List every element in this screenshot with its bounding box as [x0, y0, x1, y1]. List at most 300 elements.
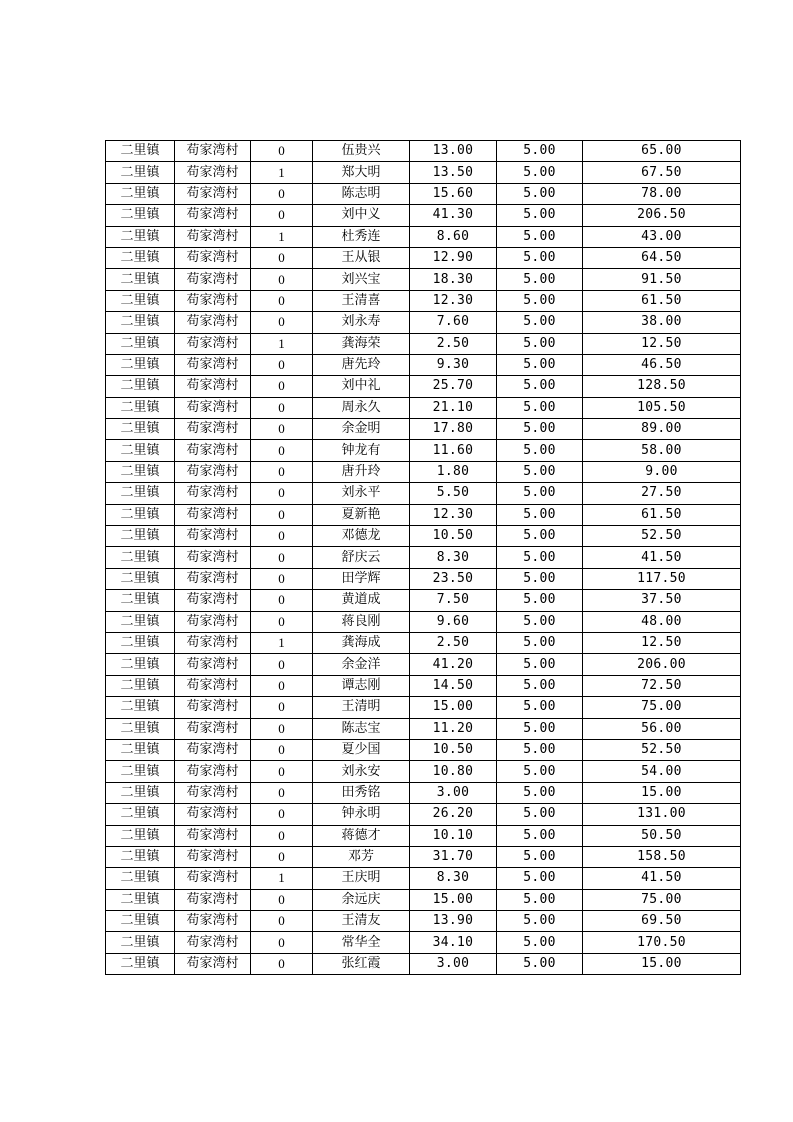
- amount-cell: 41.50: [583, 868, 741, 889]
- rate-cell: 5.00: [497, 461, 583, 482]
- name-cell: 陈志宝: [313, 718, 410, 739]
- table-row: [106, 825, 741, 846]
- rate-cell: 5.00: [497, 825, 583, 846]
- town-cell: 二里镇: [106, 247, 175, 268]
- table-row: [106, 632, 741, 653]
- amount-cell: 38.00: [583, 312, 741, 333]
- rate-cell: 5.00: [497, 269, 583, 290]
- area-cell: 7.50: [410, 590, 497, 611]
- area-cell: 13.90: [410, 911, 497, 932]
- area-cell: 31.70: [410, 846, 497, 867]
- name-cell: 杜秀连: [313, 226, 410, 247]
- area-cell: 12.90: [410, 247, 497, 268]
- table-row: [106, 718, 741, 739]
- flag-cell: 0: [251, 953, 313, 974]
- table-row: [106, 739, 741, 760]
- amount-cell: 15.00: [583, 782, 741, 803]
- village-cell: 苟家湾村: [175, 461, 251, 482]
- village-cell: 苟家湾村: [175, 953, 251, 974]
- village-cell: 苟家湾村: [175, 205, 251, 226]
- area-cell: 41.20: [410, 654, 497, 675]
- town-cell: 二里镇: [106, 718, 175, 739]
- name-cell: 邓芳: [313, 846, 410, 867]
- flag-cell: 0: [251, 889, 313, 910]
- amount-cell: 52.50: [583, 739, 741, 760]
- area-cell: 13.50: [410, 162, 497, 183]
- area-cell: 23.50: [410, 568, 497, 589]
- town-cell: 二里镇: [106, 632, 175, 653]
- table-row: [106, 568, 741, 589]
- amount-cell: 58.00: [583, 440, 741, 461]
- town-cell: 二里镇: [106, 333, 175, 354]
- rate-cell: 5.00: [497, 654, 583, 675]
- village-cell: 苟家湾村: [175, 868, 251, 889]
- town-cell: 二里镇: [106, 547, 175, 568]
- flag-cell: 0: [251, 141, 313, 162]
- town-cell: 二里镇: [106, 654, 175, 675]
- table-row: [106, 804, 741, 825]
- flag-cell: 0: [251, 269, 313, 290]
- area-cell: 11.20: [410, 718, 497, 739]
- table-row: [106, 547, 741, 568]
- name-cell: 刘永平: [313, 483, 410, 504]
- town-cell: 二里镇: [106, 611, 175, 632]
- amount-cell: 117.50: [583, 568, 741, 589]
- rate-cell: 5.00: [497, 290, 583, 311]
- name-cell: 夏新艳: [313, 504, 410, 525]
- rate-cell: 5.00: [497, 632, 583, 653]
- amount-cell: 64.50: [583, 247, 741, 268]
- rate-cell: 5.00: [497, 333, 583, 354]
- village-cell: 苟家湾村: [175, 675, 251, 696]
- flag-cell: 0: [251, 312, 313, 333]
- table-row: [106, 376, 741, 397]
- area-cell: 15.00: [410, 889, 497, 910]
- amount-cell: 54.00: [583, 761, 741, 782]
- town-cell: 二里镇: [106, 932, 175, 953]
- rate-cell: 5.00: [497, 419, 583, 440]
- flag-cell: 0: [251, 354, 313, 375]
- village-cell: 苟家湾村: [175, 825, 251, 846]
- table-row: [106, 269, 741, 290]
- area-cell: 10.10: [410, 825, 497, 846]
- amount-cell: 69.50: [583, 911, 741, 932]
- rate-cell: 5.00: [497, 526, 583, 547]
- amount-cell: 43.00: [583, 226, 741, 247]
- area-cell: 8.60: [410, 226, 497, 247]
- town-cell: 二里镇: [106, 354, 175, 375]
- village-cell: 苟家湾村: [175, 846, 251, 867]
- area-cell: 1.80: [410, 461, 497, 482]
- village-cell: 苟家湾村: [175, 354, 251, 375]
- village-cell: 苟家湾村: [175, 804, 251, 825]
- area-cell: 5.50: [410, 483, 497, 504]
- flag-cell: 0: [251, 675, 313, 696]
- rate-cell: 5.00: [497, 141, 583, 162]
- rate-cell: 5.00: [497, 568, 583, 589]
- flag-cell: 0: [251, 440, 313, 461]
- amount-cell: 75.00: [583, 889, 741, 910]
- table-row: [106, 205, 741, 226]
- town-cell: 二里镇: [106, 483, 175, 504]
- flag-cell: 0: [251, 397, 313, 418]
- name-cell: 夏少国: [313, 739, 410, 760]
- flag-cell: 0: [251, 590, 313, 611]
- table-row: [106, 761, 741, 782]
- amount-cell: 91.50: [583, 269, 741, 290]
- name-cell: 钟永明: [313, 804, 410, 825]
- rate-cell: 5.00: [497, 697, 583, 718]
- table-row: [106, 526, 741, 547]
- town-cell: 二里镇: [106, 953, 175, 974]
- town-cell: 二里镇: [106, 397, 175, 418]
- village-cell: 苟家湾村: [175, 632, 251, 653]
- flag-cell: 0: [251, 483, 313, 504]
- flag-cell: 0: [251, 761, 313, 782]
- village-cell: 苟家湾村: [175, 290, 251, 311]
- flag-cell: 0: [251, 718, 313, 739]
- village-cell: 苟家湾村: [175, 183, 251, 204]
- flag-cell: 1: [251, 632, 313, 653]
- rate-cell: 5.00: [497, 226, 583, 247]
- name-cell: 郑大明: [313, 162, 410, 183]
- table-row: [106, 590, 741, 611]
- flag-cell: 1: [251, 226, 313, 247]
- table-row: [106, 226, 741, 247]
- village-cell: 苟家湾村: [175, 483, 251, 504]
- table-row: [106, 932, 741, 953]
- town-cell: 二里镇: [106, 162, 175, 183]
- town-cell: 二里镇: [106, 739, 175, 760]
- rate-cell: 5.00: [497, 953, 583, 974]
- village-cell: 苟家湾村: [175, 376, 251, 397]
- flag-cell: 0: [251, 419, 313, 440]
- table-row: [106, 419, 741, 440]
- flag-cell: 0: [251, 611, 313, 632]
- town-cell: 二里镇: [106, 825, 175, 846]
- rate-cell: 5.00: [497, 911, 583, 932]
- amount-cell: 75.00: [583, 697, 741, 718]
- table-row: [106, 675, 741, 696]
- table-row: [106, 354, 741, 375]
- village-cell: 苟家湾村: [175, 504, 251, 525]
- town-cell: 二里镇: [106, 911, 175, 932]
- town-cell: 二里镇: [106, 205, 175, 226]
- town-cell: 二里镇: [106, 183, 175, 204]
- flag-cell: 0: [251, 739, 313, 760]
- town-cell: 二里镇: [106, 761, 175, 782]
- village-cell: 苟家湾村: [175, 333, 251, 354]
- name-cell: 余金洋: [313, 654, 410, 675]
- rate-cell: 5.00: [497, 247, 583, 268]
- amount-cell: 12.50: [583, 632, 741, 653]
- town-cell: 二里镇: [106, 782, 175, 803]
- flag-cell: 0: [251, 504, 313, 525]
- area-cell: 2.50: [410, 333, 497, 354]
- village-cell: 苟家湾村: [175, 547, 251, 568]
- village-cell: 苟家湾村: [175, 654, 251, 675]
- rate-cell: 5.00: [497, 354, 583, 375]
- town-cell: 二里镇: [106, 526, 175, 547]
- subsidy-table: [105, 140, 741, 975]
- village-cell: 苟家湾村: [175, 761, 251, 782]
- rate-cell: 5.00: [497, 183, 583, 204]
- amount-cell: 61.50: [583, 290, 741, 311]
- area-cell: 21.10: [410, 397, 497, 418]
- rate-cell: 5.00: [497, 718, 583, 739]
- village-cell: 苟家湾村: [175, 782, 251, 803]
- flag-cell: 1: [251, 868, 313, 889]
- flag-cell: 1: [251, 162, 313, 183]
- town-cell: 二里镇: [106, 440, 175, 461]
- area-cell: 9.60: [410, 611, 497, 632]
- rate-cell: 5.00: [497, 312, 583, 333]
- name-cell: 黄道成: [313, 590, 410, 611]
- village-cell: 苟家湾村: [175, 312, 251, 333]
- town-cell: 二里镇: [106, 868, 175, 889]
- name-cell: 钟龙有: [313, 440, 410, 461]
- area-cell: 10.80: [410, 761, 497, 782]
- area-cell: 17.80: [410, 419, 497, 440]
- amount-cell: 48.00: [583, 611, 741, 632]
- flag-cell: 0: [251, 697, 313, 718]
- village-cell: 苟家湾村: [175, 932, 251, 953]
- table-row: [106, 397, 741, 418]
- area-cell: 15.60: [410, 183, 497, 204]
- name-cell: 张红霞: [313, 953, 410, 974]
- name-cell: 王清友: [313, 911, 410, 932]
- name-cell: 王清喜: [313, 290, 410, 311]
- village-cell: 苟家湾村: [175, 419, 251, 440]
- amount-cell: 170.50: [583, 932, 741, 953]
- name-cell: 唐先玲: [313, 354, 410, 375]
- town-cell: 二里镇: [106, 675, 175, 696]
- village-cell: 苟家湾村: [175, 440, 251, 461]
- amount-cell: 9.00: [583, 461, 741, 482]
- town-cell: 二里镇: [106, 697, 175, 718]
- area-cell: 3.00: [410, 953, 497, 974]
- rate-cell: 5.00: [497, 440, 583, 461]
- name-cell: 刘永安: [313, 761, 410, 782]
- area-cell: 11.60: [410, 440, 497, 461]
- amount-cell: 65.00: [583, 141, 741, 162]
- town-cell: 二里镇: [106, 141, 175, 162]
- area-cell: 12.30: [410, 504, 497, 525]
- flag-cell: 0: [251, 461, 313, 482]
- flag-cell: 0: [251, 932, 313, 953]
- village-cell: 苟家湾村: [175, 697, 251, 718]
- town-cell: 二里镇: [106, 290, 175, 311]
- name-cell: 田学辉: [313, 568, 410, 589]
- area-cell: 8.30: [410, 868, 497, 889]
- rate-cell: 5.00: [497, 739, 583, 760]
- table-row: [106, 504, 741, 525]
- name-cell: 邓德龙: [313, 526, 410, 547]
- table-row: [106, 654, 741, 675]
- town-cell: 二里镇: [106, 804, 175, 825]
- rate-cell: 5.00: [497, 846, 583, 867]
- flag-cell: 0: [251, 547, 313, 568]
- rate-cell: 5.00: [497, 162, 583, 183]
- amount-cell: 37.50: [583, 590, 741, 611]
- rate-cell: 5.00: [497, 782, 583, 803]
- amount-cell: 131.00: [583, 804, 741, 825]
- rate-cell: 5.00: [497, 205, 583, 226]
- area-cell: 13.00: [410, 141, 497, 162]
- amount-cell: 158.50: [583, 846, 741, 867]
- amount-cell: 52.50: [583, 526, 741, 547]
- table-row: [106, 611, 741, 632]
- name-cell: 田秀铭: [313, 782, 410, 803]
- village-cell: 苟家湾村: [175, 397, 251, 418]
- name-cell: 王从银: [313, 247, 410, 268]
- name-cell: 舒庆云: [313, 547, 410, 568]
- name-cell: 陈志明: [313, 183, 410, 204]
- amount-cell: 128.50: [583, 376, 741, 397]
- area-cell: 9.30: [410, 354, 497, 375]
- flag-cell: 0: [251, 782, 313, 803]
- amount-cell: 61.50: [583, 504, 741, 525]
- table-row: [106, 183, 741, 204]
- area-cell: 10.50: [410, 739, 497, 760]
- rate-cell: 5.00: [497, 483, 583, 504]
- rate-cell: 5.00: [497, 804, 583, 825]
- area-cell: 7.60: [410, 312, 497, 333]
- amount-cell: 15.00: [583, 953, 741, 974]
- amount-cell: 89.00: [583, 419, 741, 440]
- area-cell: 18.30: [410, 269, 497, 290]
- village-cell: 苟家湾村: [175, 162, 251, 183]
- table-row: [106, 141, 741, 162]
- name-cell: 蒋良刚: [313, 611, 410, 632]
- village-cell: 苟家湾村: [175, 526, 251, 547]
- town-cell: 二里镇: [106, 419, 175, 440]
- area-cell: 14.50: [410, 675, 497, 696]
- village-cell: 苟家湾村: [175, 141, 251, 162]
- flag-cell: 0: [251, 654, 313, 675]
- name-cell: 常华全: [313, 932, 410, 953]
- village-cell: 苟家湾村: [175, 269, 251, 290]
- amount-cell: 105.50: [583, 397, 741, 418]
- area-cell: 8.30: [410, 547, 497, 568]
- name-cell: 余金明: [313, 419, 410, 440]
- rate-cell: 5.00: [497, 868, 583, 889]
- area-cell: 25.70: [410, 376, 497, 397]
- area-cell: 12.30: [410, 290, 497, 311]
- amount-cell: 12.50: [583, 333, 741, 354]
- flag-cell: 0: [251, 183, 313, 204]
- amount-cell: 50.50: [583, 825, 741, 846]
- amount-cell: 72.50: [583, 675, 741, 696]
- amount-cell: 206.50: [583, 205, 741, 226]
- name-cell: 刘兴宝: [313, 269, 410, 290]
- flag-cell: 0: [251, 526, 313, 547]
- table-row: [106, 290, 741, 311]
- village-cell: 苟家湾村: [175, 590, 251, 611]
- table-row: [106, 911, 741, 932]
- village-cell: 苟家湾村: [175, 739, 251, 760]
- amount-cell: 41.50: [583, 547, 741, 568]
- table-row: [106, 889, 741, 910]
- flag-cell: 0: [251, 568, 313, 589]
- rate-cell: 5.00: [497, 889, 583, 910]
- amount-cell: 78.00: [583, 183, 741, 204]
- rate-cell: 5.00: [497, 761, 583, 782]
- name-cell: 周永久: [313, 397, 410, 418]
- flag-cell: 0: [251, 804, 313, 825]
- amount-cell: 206.00: [583, 654, 741, 675]
- name-cell: 伍贵兴: [313, 141, 410, 162]
- name-cell: 蒋德才: [313, 825, 410, 846]
- name-cell: 王庆明: [313, 868, 410, 889]
- flag-cell: 1: [251, 333, 313, 354]
- table-row: [106, 846, 741, 867]
- name-cell: 谭志刚: [313, 675, 410, 696]
- table-row: [106, 953, 741, 974]
- town-cell: 二里镇: [106, 376, 175, 397]
- area-cell: 3.00: [410, 782, 497, 803]
- amount-cell: 67.50: [583, 162, 741, 183]
- area-cell: 41.30: [410, 205, 497, 226]
- rate-cell: 5.00: [497, 675, 583, 696]
- name-cell: 王清明: [313, 697, 410, 718]
- table-row: [106, 697, 741, 718]
- amount-cell: 27.50: [583, 483, 741, 504]
- rate-cell: 5.00: [497, 397, 583, 418]
- table-row: [106, 483, 741, 504]
- area-cell: 15.00: [410, 697, 497, 718]
- town-cell: 二里镇: [106, 226, 175, 247]
- village-cell: 苟家湾村: [175, 611, 251, 632]
- table-row: [106, 247, 741, 268]
- table-row: [106, 333, 741, 354]
- table-row: [106, 461, 741, 482]
- amount-cell: 46.50: [583, 354, 741, 375]
- flag-cell: 0: [251, 205, 313, 226]
- amount-cell: 56.00: [583, 718, 741, 739]
- rate-cell: 5.00: [497, 590, 583, 611]
- table-body: [106, 141, 741, 975]
- name-cell: 刘中礼: [313, 376, 410, 397]
- table-row: [106, 868, 741, 889]
- flag-cell: 0: [251, 825, 313, 846]
- name-cell: 刘中义: [313, 205, 410, 226]
- name-cell: 龚海荣: [313, 333, 410, 354]
- table-row: [106, 312, 741, 333]
- flag-cell: 0: [251, 376, 313, 397]
- village-cell: 苟家湾村: [175, 568, 251, 589]
- rate-cell: 5.00: [497, 932, 583, 953]
- flag-cell: 0: [251, 247, 313, 268]
- village-cell: 苟家湾村: [175, 718, 251, 739]
- name-cell: 余远庆: [313, 889, 410, 910]
- area-cell: 10.50: [410, 526, 497, 547]
- flag-cell: 0: [251, 290, 313, 311]
- town-cell: 二里镇: [106, 504, 175, 525]
- town-cell: 二里镇: [106, 590, 175, 611]
- flag-cell: 0: [251, 846, 313, 867]
- rate-cell: 5.00: [497, 504, 583, 525]
- table-row: [106, 782, 741, 803]
- name-cell: 唐升玲: [313, 461, 410, 482]
- town-cell: 二里镇: [106, 889, 175, 910]
- flag-cell: 0: [251, 911, 313, 932]
- town-cell: 二里镇: [106, 461, 175, 482]
- town-cell: 二里镇: [106, 269, 175, 290]
- town-cell: 二里镇: [106, 312, 175, 333]
- name-cell: 刘永寿: [313, 312, 410, 333]
- village-cell: 苟家湾村: [175, 911, 251, 932]
